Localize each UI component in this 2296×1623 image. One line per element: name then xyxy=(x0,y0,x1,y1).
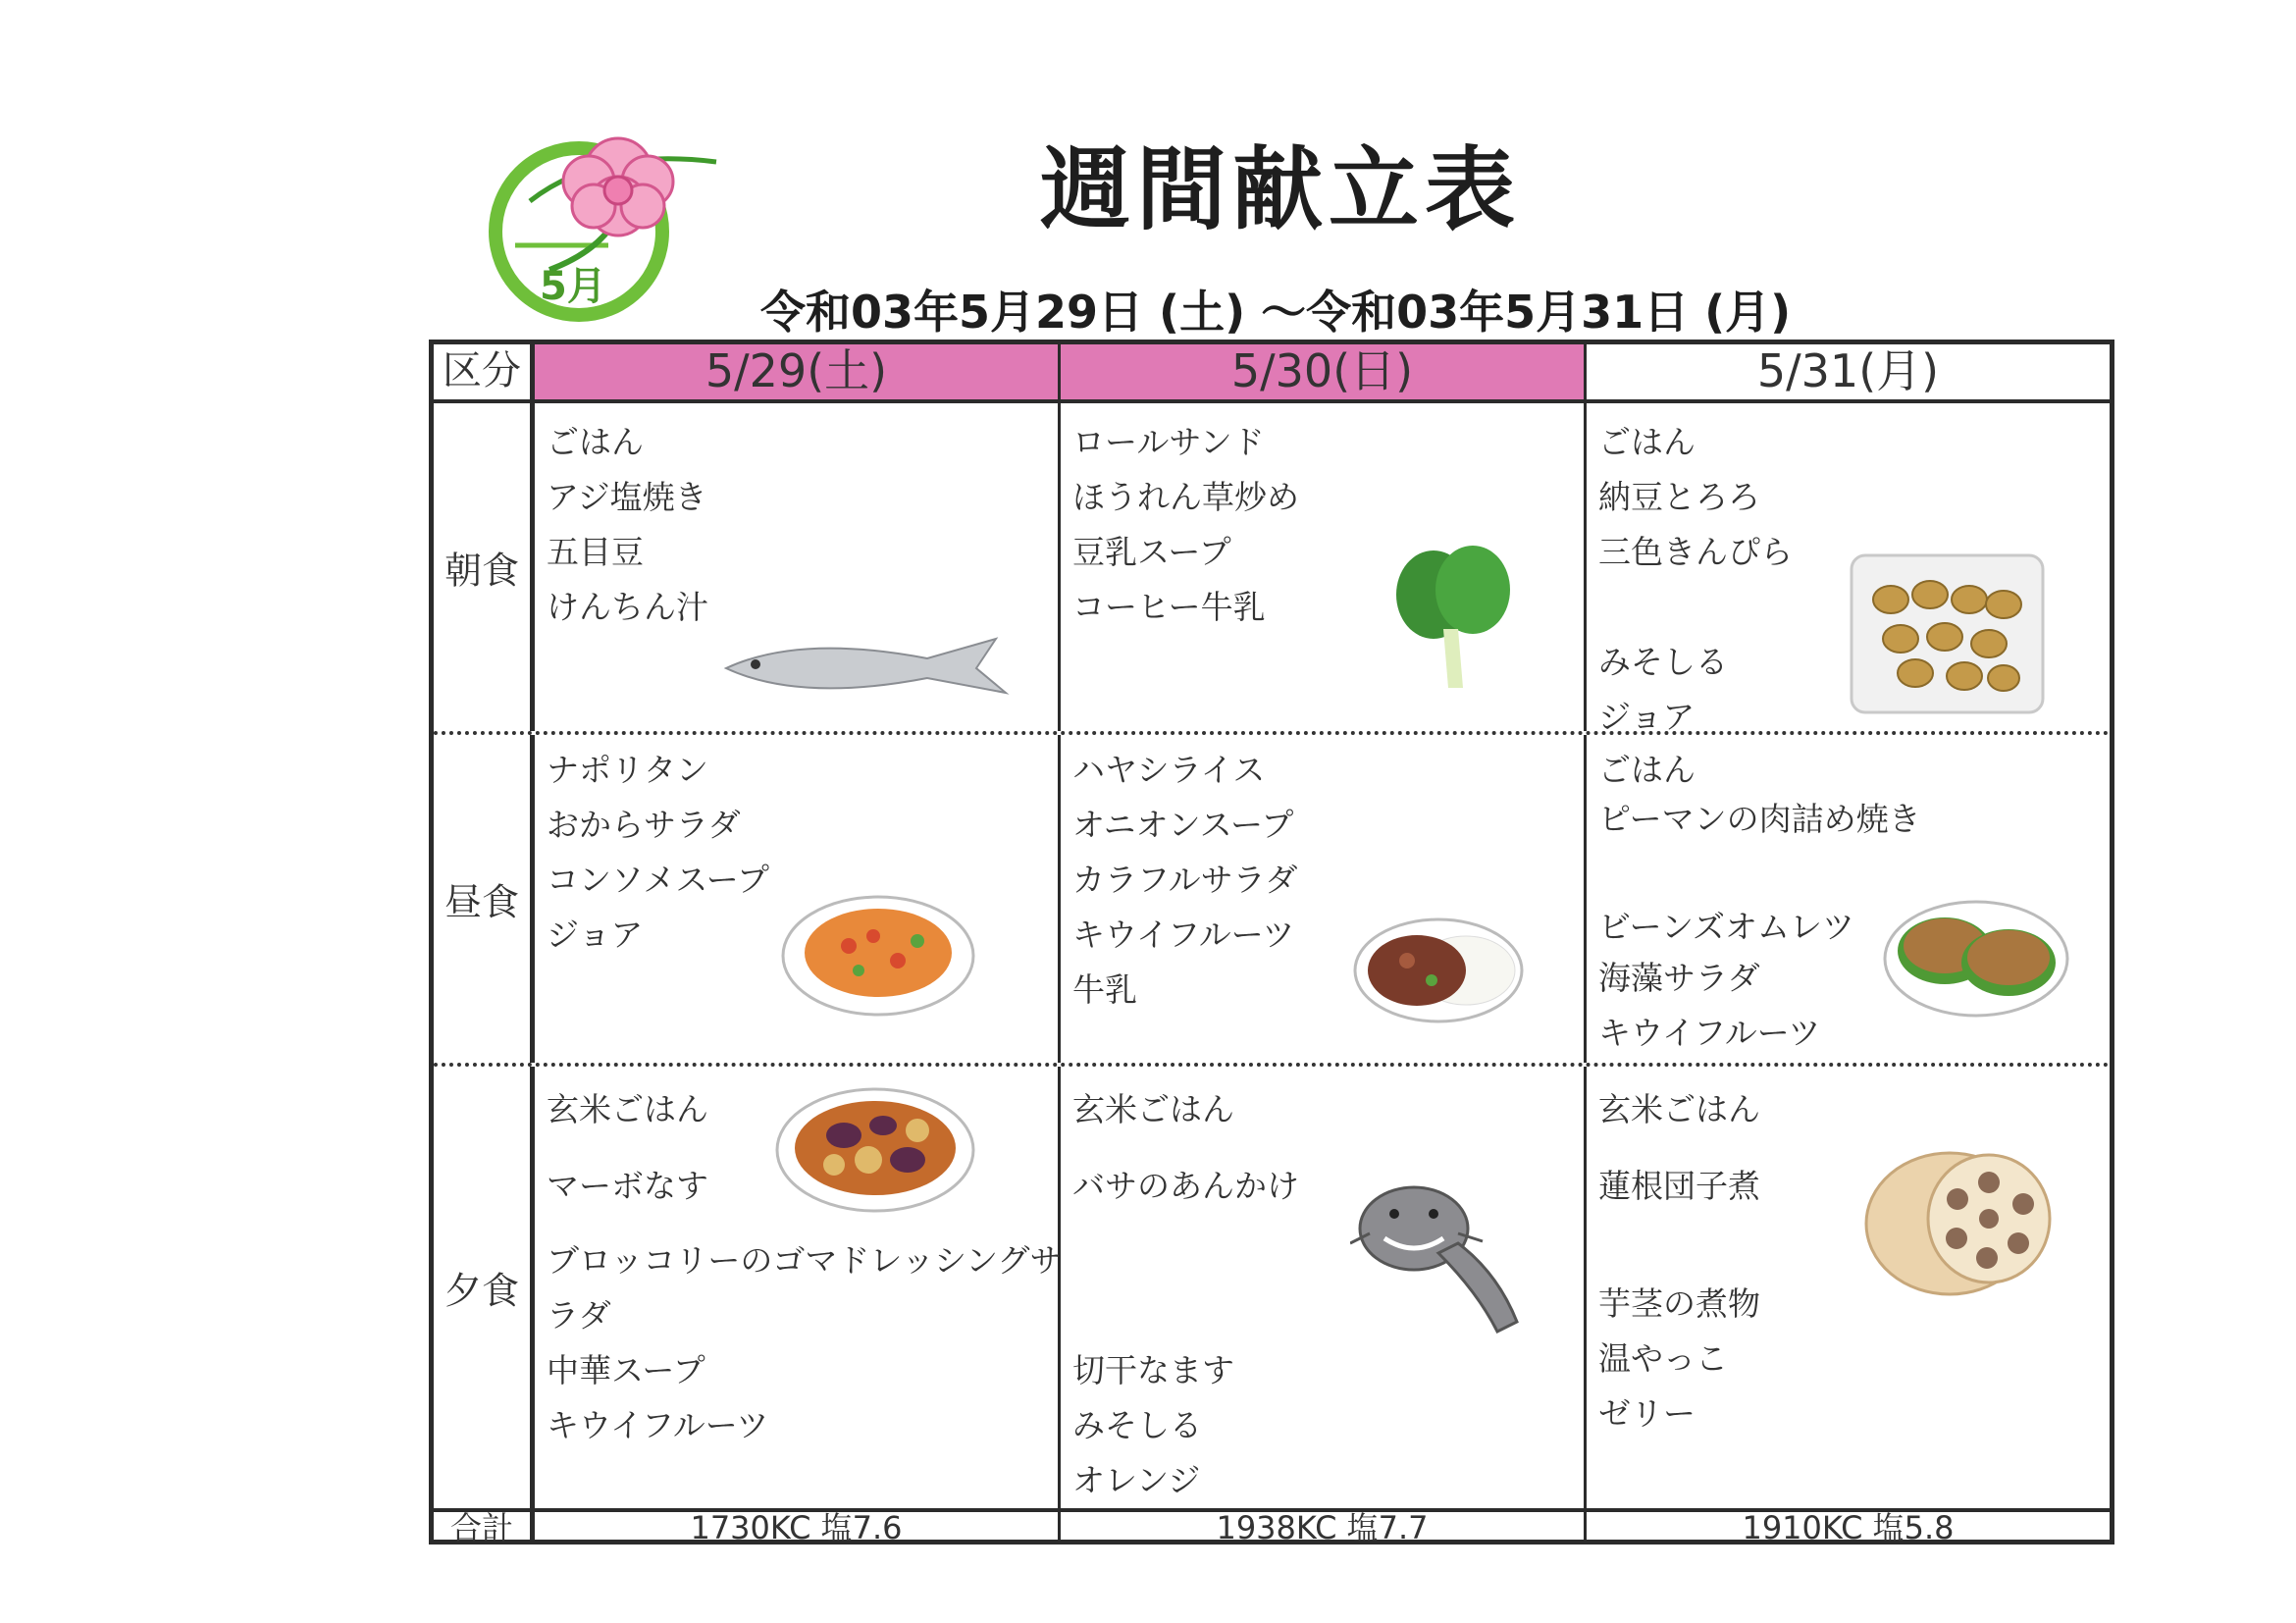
total-label: 合計 xyxy=(434,1512,535,1544)
list-item: みそしる xyxy=(1598,643,1728,681)
meal-cell xyxy=(1061,735,1587,1063)
catfish-icon xyxy=(1350,1175,1527,1341)
list-item: けんちん汁 xyxy=(547,588,708,626)
meal-label: 夕食 xyxy=(444,1269,519,1313)
meal-cell xyxy=(1587,735,2110,1063)
list-item: 玄米ごはん xyxy=(1598,1090,1760,1128)
meal-cell xyxy=(1061,1067,1587,1508)
table-header-row xyxy=(434,344,2110,403)
page-title: 週間献立表 xyxy=(1040,137,1522,242)
meal-label: 昼食 xyxy=(444,880,519,924)
lotus-root-icon xyxy=(1861,1145,2058,1302)
list-item: カラフルサラダ xyxy=(1072,861,1298,899)
fish-icon xyxy=(711,629,1045,707)
list-item: ジョア xyxy=(1598,698,1696,736)
list-item: バサのあんかけ xyxy=(1072,1167,1299,1205)
list-item: キウイフルーツ xyxy=(1598,1014,1821,1052)
list-item: 五目豆 xyxy=(547,533,644,571)
list-item: 納豆とろろ xyxy=(1598,478,1760,516)
list-item: 玄米ごはん xyxy=(1072,1090,1234,1128)
list-item: 芋茎の煮物 xyxy=(1598,1284,1760,1323)
list-item: マーボなす xyxy=(547,1167,708,1205)
total-value: 1730KC 塩7.6 xyxy=(535,1512,1061,1544)
napolitan-icon xyxy=(780,892,976,1020)
list-item: おからサラダ xyxy=(547,806,741,844)
meal-cell xyxy=(535,403,1061,731)
list-item: ロールサンド xyxy=(1072,423,1265,461)
total-value: 1910KC 塩5.8 xyxy=(1742,1509,1955,1546)
meal-cell xyxy=(535,1067,1061,1508)
dinner-row xyxy=(434,1067,2110,1512)
hayashi-rice-icon xyxy=(1353,916,1525,1024)
list-item: ごはん xyxy=(1598,423,1696,461)
total-value: 1938KC 塩7.7 xyxy=(1061,1512,1587,1544)
list-item: 中華スープ xyxy=(547,1351,705,1389)
menu-table xyxy=(429,340,2114,1544)
list-item: ブロッコリーのゴマドレッシングサ xyxy=(547,1241,1063,1280)
meal-cell xyxy=(1061,403,1587,731)
list-item: 切干なます xyxy=(1072,1351,1234,1389)
day-header: 5/29(土) xyxy=(535,344,1061,399)
month-badge-logo xyxy=(471,108,726,334)
meal-cell xyxy=(1587,403,2110,736)
list-item: 玄米ごはん xyxy=(547,1090,708,1128)
list-item: ほうれん草炒め xyxy=(1072,478,1299,516)
list-item: ハヤシライス xyxy=(1072,751,1266,789)
list-item: 蓮根団子煮 xyxy=(1598,1167,1760,1205)
meal-cell xyxy=(535,735,1061,1063)
list-item: ゼリー xyxy=(1598,1394,1696,1433)
list-item: ピーマンの肉詰め焼き xyxy=(1598,800,1921,838)
list-item: 温やっこ xyxy=(1598,1339,1728,1378)
list-item: ジョア xyxy=(547,916,644,954)
date-range: 令和03年5月29日 (土) 〜令和03年5月31日 (月) xyxy=(760,286,1792,339)
list-item: ビーンズオムレツ xyxy=(1598,908,1855,946)
list-item: ラダ xyxy=(547,1296,611,1335)
list-item: キウイフルーツ xyxy=(1072,916,1295,954)
day-header: 5/30(日) xyxy=(1061,344,1587,399)
list-item: キウイフルーツ xyxy=(547,1406,769,1444)
spinach-icon xyxy=(1389,541,1517,698)
totals-row xyxy=(434,1509,2110,1546)
list-item: コーヒー牛乳 xyxy=(1072,588,1266,626)
list-item: 三色きんぴら xyxy=(1598,533,1793,571)
lunch-row xyxy=(434,735,2110,1067)
list-item: ごはん xyxy=(547,423,644,461)
list-item: アジ塩焼き xyxy=(547,478,707,516)
list-item: コンソメスープ xyxy=(547,861,770,899)
meal-cell xyxy=(1587,1067,2110,1508)
list-item: 牛乳 xyxy=(1072,970,1137,1009)
list-item: ナポリタン xyxy=(547,751,708,789)
list-item: オレンジ xyxy=(1072,1461,1201,1499)
corner-label: 区分 xyxy=(434,344,535,399)
list-item: オニオンスープ xyxy=(1072,806,1294,844)
day-header: 5/31(月) xyxy=(1756,344,1940,397)
mabo-nasu-icon xyxy=(775,1086,976,1214)
meal-label: 朝食 xyxy=(444,549,519,593)
list-item: 豆乳スープ xyxy=(1072,533,1231,571)
month-badge-label: 5月 xyxy=(540,264,606,309)
breakfast-row xyxy=(434,403,2110,735)
stuffed-pepper-icon xyxy=(1881,892,2072,1020)
list-item: ごはん xyxy=(1598,751,1696,789)
natto-icon xyxy=(1847,550,2048,717)
list-item: みそしる xyxy=(1072,1406,1202,1444)
list-item: 海藻サラダ xyxy=(1598,959,1760,997)
